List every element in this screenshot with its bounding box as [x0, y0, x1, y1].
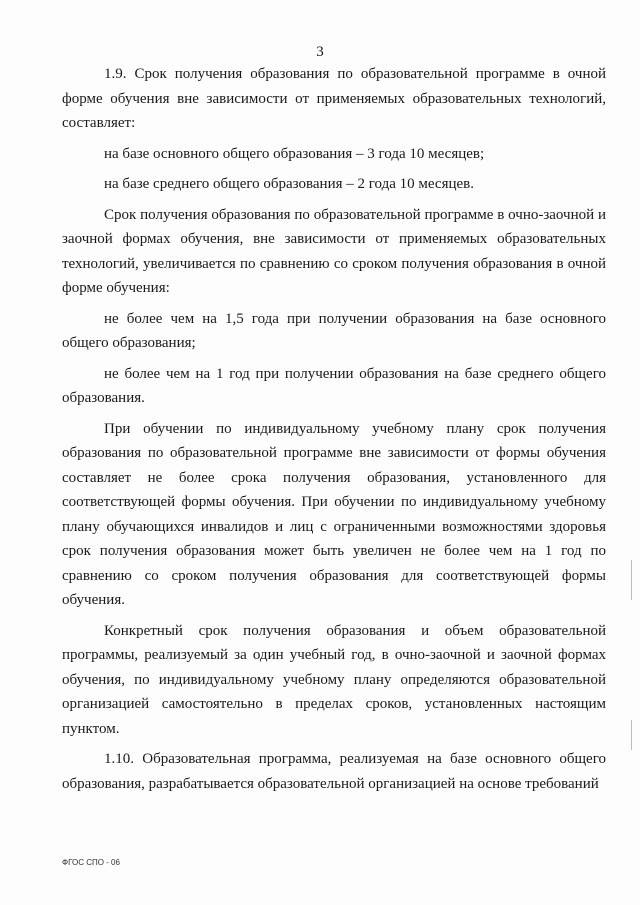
paragraph-specific-term: Конкретный срок получения образования и объем образовательной программы, реализуемый за один учебный год, в очно-заочной и заочной формах обучения, по индивидуальному учебному плану определяются образовательной организацией самостоятельно в пределах сроков, установленных настоящим пунктом.	[62, 622, 606, 737]
page-number: 3	[316, 44, 324, 60]
paragraph-individual-plan: При обучении по индивидуальному учебному плану срок получения образования по образовательной программе вне зависимости от формы обучения составляет не более срока получения образования, установленного для соответствующей формы обучения. При обучении по индивидуальному учебному плану обучающихся инвалидов и лиц с ограниченными возможностями здоровья срок получения образования может быть увеличен не более чем на 1 год по сравнению со сроком получения образования для соответствующей формы обучения.	[62, 420, 606, 608]
paragraph-extension-basic: не более чем на 1,5 года при получении образования на базе основного общего образования;	[62, 310, 606, 351]
scan-edge-mark	[631, 560, 632, 600]
paragraph-1-9: 1.9. Срок получения образования по образовательной программе в очной форме обучения вне зависимости от применяемых образовательных технологий, составляет:	[62, 66, 606, 131]
paragraph-1-10: 1.10. Образовательная программа, реализуемая на базе основного общего образования, разрабатывается образовательной организацией на основе требований	[62, 751, 606, 792]
paragraph-extension-secondary: не более чем на 1 год при получении образования на базе среднего общего образования.	[62, 365, 606, 406]
paragraph-part-time-term: Срок получения образования по образовательной программе в очно-заочной и заочной формах обучения, вне зависимости от применяемых образовательных технологий, увеличивается по сравнению со сроком получения образования в очной форме обучения:	[62, 206, 606, 296]
paragraph-secondary-education-term: на базе среднего общего образования – 2 года 10 месяцев.	[104, 176, 474, 192]
paragraph-basic-education-term: на базе основного общего образования – 3 года 10 месяцев;	[104, 145, 485, 162]
document-body	[62, 62, 606, 802]
scan-edge-mark	[631, 720, 632, 750]
footer-code: ФГОС СПО - 06	[62, 858, 120, 867]
